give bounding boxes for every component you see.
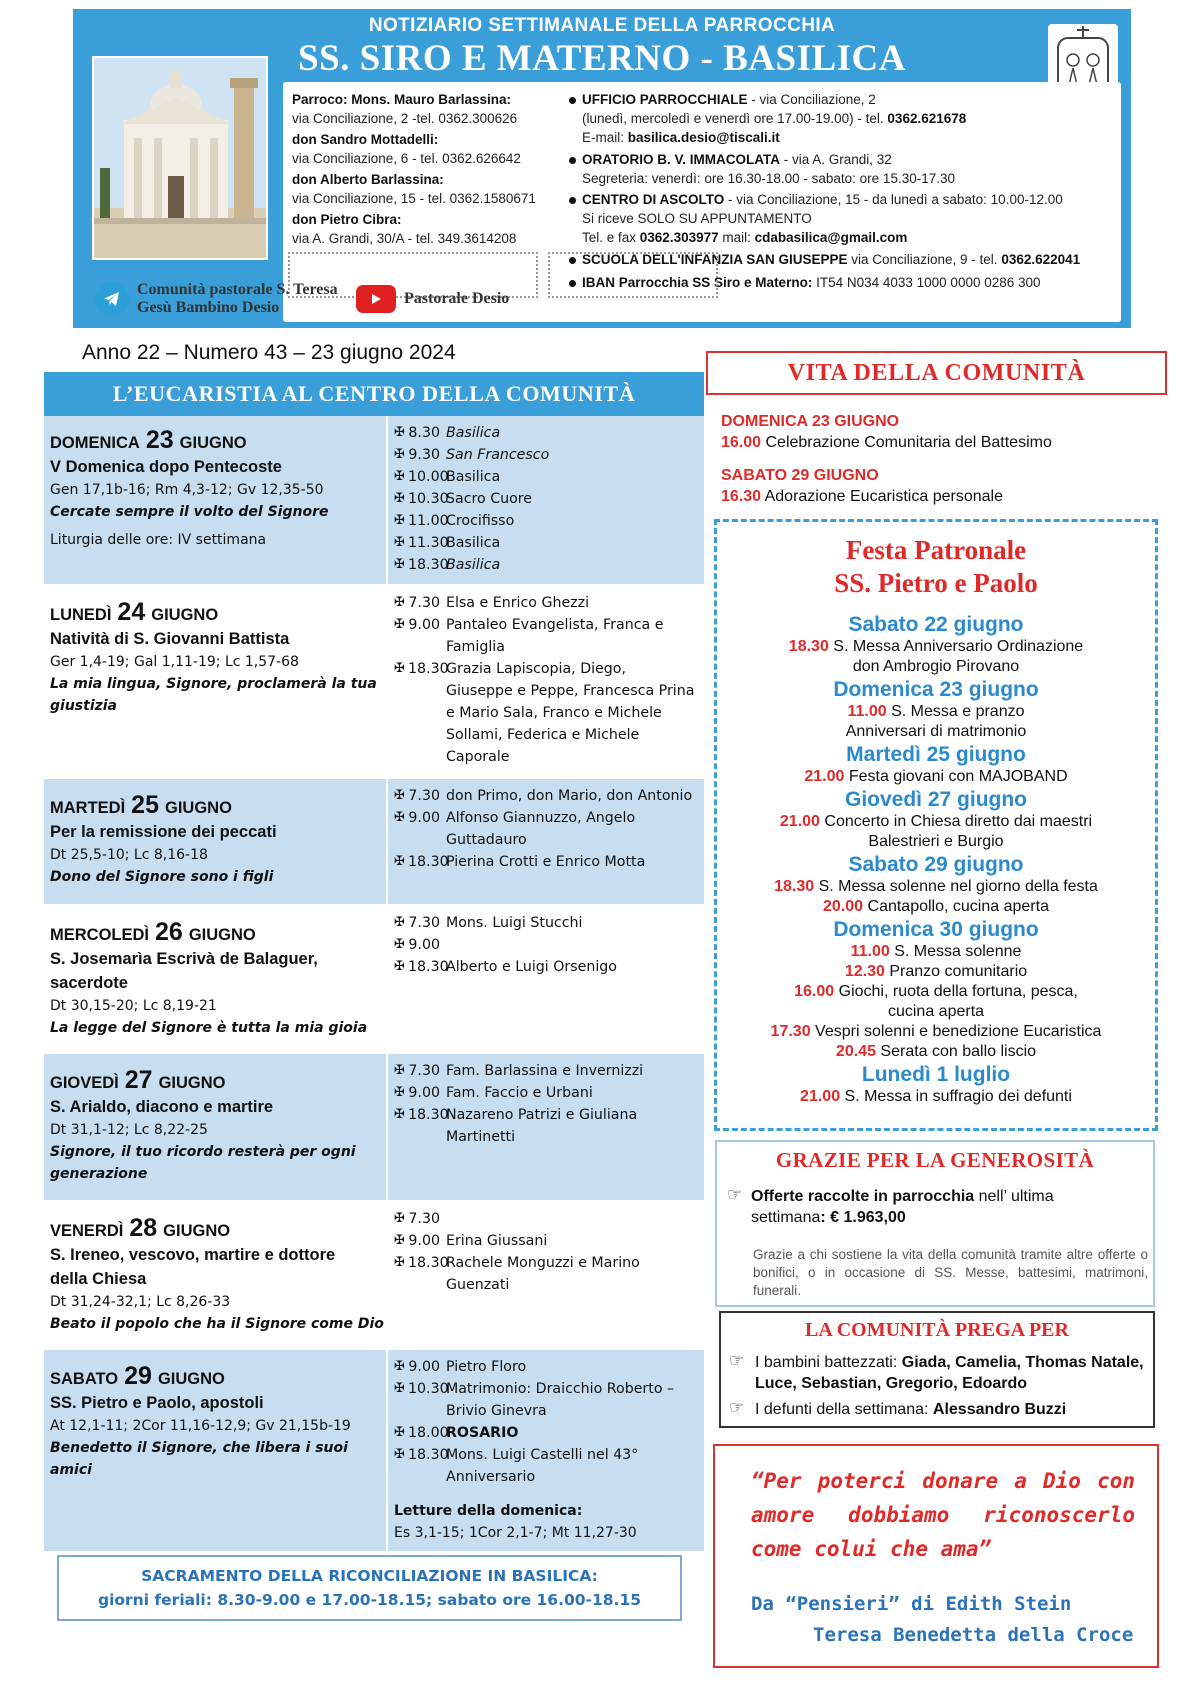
priest-entry: Parroco: Mons. Mauro Barlassina: via Conciliazione, 2 -tel. 0362.300626 [292, 92, 518, 126]
cross-icon: ✠ [394, 1255, 405, 1270]
quote-text: “Per poterci donare a Dio con amore dobbiamo riconoscerlo come colui che ama” [751, 1469, 1135, 1561]
day-motto: Benedetto il Signore, che libera i suoi amici [50, 1440, 348, 1478]
day-motto: Beato il popolo che ha il Signore come Dio [50, 1316, 384, 1332]
festa-program [717, 612, 1155, 1107]
mass-entry: ✠ 7.30 Fam. Barlassina e Invernizzi [394, 1060, 704, 1082]
vita-text: Adorazione Eucaristica personale [761, 488, 1003, 505]
festa-day: Domenica 30 giugno [833, 918, 1039, 941]
day-motto: Cercate sempre il volto del Signore [50, 504, 329, 520]
festa-event: 21.00 Concerto in Chiesa diretto dai maestri [779, 813, 1093, 830]
day-readings: Dt 31,24-32,1; Lc 8,26-33 [50, 1294, 231, 1310]
day-feast: Natività di S. Giovanni Battista [50, 630, 290, 648]
cross-icon: ✠ [394, 535, 405, 550]
masthead-title: SS. SIRO E MATERNO - BASILICA [298, 38, 906, 79]
festa-event: 20.00 Cantapollo, cucina aperta [823, 898, 1049, 915]
cross-icon: ✠ [394, 959, 405, 974]
cross-icon: ✠ [394, 425, 405, 440]
vita-text: Celebrazione Comunitaria del Battesimo [761, 434, 1052, 451]
day-feast: Per la remissione dei peccati [50, 823, 277, 841]
day-feast: S. Josemarìa Escrivà de Balaguer, [50, 950, 318, 968]
quote-box [713, 1444, 1159, 1668]
cross-icon: ✠ [394, 1381, 405, 1396]
festa-day: Lunedì 1 luglio [861, 1063, 1011, 1086]
festa-event: 21.00 S. Messa in suffragio dei defunti [800, 1088, 1072, 1105]
vita-item [721, 411, 1052, 453]
mass-entry: ✠ 18.30 Rachele Monguzzi e Marino Guenzati [394, 1252, 704, 1296]
cross-icon: ✠ [394, 491, 405, 506]
day-row-friday [44, 1202, 704, 1350]
mass-entry: ✠ 7.30 [394, 1208, 704, 1230]
confession-box [57, 1555, 682, 1621]
festa-day: Domenica 23 giugno [833, 678, 1039, 701]
vita-item [721, 465, 1003, 507]
day-feast: V Domenica dopo Pentecoste [50, 458, 282, 476]
festa-event: 11.00 S. Messa e pranzo [847, 703, 1025, 720]
cross-icon: ✠ [394, 447, 405, 462]
day-readings: Dt 25,5-10; Lc 8,16-18 [50, 847, 208, 863]
mass-entry: ✠ 18.30 Pierina Crotti e Enrico Motta [394, 851, 704, 873]
sunday-readings: Es 3,1-15; 1Cor 2,1-7; Mt 11,27-30 [394, 1525, 637, 1541]
day-row-thursday [44, 1054, 704, 1202]
day-readings: At 12,1-11; 2Cor 11,16-12,9; Gv 21,15b-19 [50, 1418, 351, 1434]
priest-entry: don Sandro Mottadelli: via Conciliazione, 6 - tel. 0362.626642 [292, 132, 521, 166]
telegram-icon [95, 282, 129, 316]
festa-day: Giovedì 27 giugno [844, 788, 1028, 811]
mass-entry: ✠ 10.30 Matrimonio: Draicchio Roberto – Brivio Ginevra [394, 1378, 704, 1422]
donations-title: GRAZIE PER LA GENEROSITÀ [775, 1148, 1095, 1172]
cross-icon: ✠ [394, 1233, 405, 1248]
mass-entry: ✠ 9.00 Erina Giussani [394, 1230, 704, 1252]
day-feast: della Chiesa [50, 1270, 147, 1288]
day-row-sunday [44, 416, 704, 586]
cross-icon: ✠ [394, 1107, 405, 1122]
festa-day: Sabato 29 giugno [848, 853, 1024, 876]
day-feast: S. Ireneo, vescovo, martire e dottore [50, 1246, 336, 1264]
quote-source: Da “Pensieri” di Edith Stein [751, 1593, 1072, 1615]
cross-icon: ✠ [394, 810, 405, 825]
day-heading: DOMENICA 23 GIUGNO [50, 426, 247, 454]
day-readings: Ger 1,4-19; Gal 1,11-19; Lc 1,57-68 [50, 654, 299, 670]
festa-event: 18.30 S. Messa Anniversario Ordinazione [788, 638, 1084, 655]
day-feast: SS. Pietro e Paolo, apostoli [50, 1394, 264, 1412]
festa-patronale-box [714, 519, 1158, 1131]
mass-entry: ✠ 7.30 Elsa e Enrico Ghezzi [394, 592, 704, 614]
youtube-icon [356, 285, 396, 313]
cross-icon: ✠ [394, 469, 405, 484]
festa-event: 12.30 Pranzo comunitario [844, 963, 1028, 980]
festa-subtitle: SS. Pietro e Paolo [834, 568, 1038, 598]
iban: IBAN Parrocchia SS Siro e Materno: IT54 N034 4033 1000 0000 0286 300 [569, 273, 1109, 292]
bullet-icon [569, 157, 576, 164]
basilica-photo [92, 56, 268, 260]
cross-icon: ✠ [394, 661, 405, 676]
prayers-title: LA COMUNITÀ PREGA PER [805, 1319, 1069, 1341]
festa-event: 17.30 Vespri solenni e benedizione Eucaristica [770, 1023, 1102, 1040]
day-readings: Dt 30,15-20; Lc 8,19-21 [50, 998, 217, 1014]
mass-entry: ✠ 18.30 Basilica [394, 554, 704, 576]
festa-event: don Ambrogio Pirovano [852, 658, 1020, 675]
issue-line: Anno 22 – Numero 43 – 23 giugno 2024 [82, 341, 456, 364]
day-row-tuesday [44, 779, 704, 906]
day-motto: Signore, il tuo ricordo resterà per ogni generazione [50, 1144, 356, 1182]
sunday-readings-label: Letture della domenica: [394, 1503, 583, 1519]
day-heading: GIOVEDÌ 27 GIUGNO [50, 1066, 226, 1094]
baptized-line: I bambini battezzati: Giada, Camelia, Thomas Natale, Luce, Sebastian, Gregorio, Edoardo [755, 1354, 1144, 1392]
day-motto: Dono del Signore sono i figli [50, 869, 274, 885]
mass-entry: ✠ 11.30 Basilica [394, 532, 704, 554]
festa-event: 11.00 S. Messa solenne [850, 943, 1022, 960]
masthead-kicker: NOTIZIARIO SETTIMANALE DELLA PARROCCHIA [368, 15, 836, 36]
day-heading: LUNEDÌ 24 GIUGNO [50, 598, 219, 626]
mass-entry: ✠ 7.30 don Primo, don Mario, don Antonio [394, 785, 704, 807]
donations-note: Grazie a chi sostiene la vita della comunità tramite altre offerte o bonifici, o in occasione di SS. Messe, battesimi, matrimoni, funerali. [753, 1247, 1148, 1298]
masthead [73, 9, 1131, 328]
mass-entry: ✠ 18.30 Grazia Lapiscopia, Diego, Giuseppe e Peppe, Francesca Prina e Mario Sala, Franco e Michele Sollami, Federica e Michele Caporale [394, 658, 704, 768]
vita-time: 16.00 [721, 434, 762, 451]
mass-entry: ✠ 18.30 Mons. Luigi Castelli nel 43° Anniversario [394, 1444, 704, 1488]
vita-title: VITA DELLA COMUNITÀ [706, 351, 1167, 395]
pointing-hand-icon: ☞ [729, 1351, 745, 1370]
mass-entry: ✠ 9.00 Fam. Faccio e Urbani [394, 1082, 704, 1104]
cross-icon: ✠ [394, 1359, 405, 1374]
liturgy-note: Liturgia delle ore: IV settimana [50, 532, 267, 548]
priest-entry: don Pietro Cibra: via A. Grandi, 30/A - tel. 349.3614208 [292, 212, 517, 246]
centro-ascolto: CENTRO DI ASCOLTO - via Conciliazione, 15 - da lunedì a sabato: 10.00-12.00 Si riceve SOLO SU APPUNTAMENTO Tel. e fax 0362.303977 mail: cdabasilica@gmail.com [569, 190, 1109, 247]
mass-entry: ✠ 9.00 Pantaleo Evangelista, Franca e Famiglia [394, 614, 704, 658]
cross-icon: ✠ [394, 557, 405, 572]
cross-icon: ✠ [394, 1425, 405, 1440]
mass-entry: ✠ 8.30 Basilica [394, 422, 704, 444]
mass-entry: ✠ 11.00 Crocifisso [394, 510, 704, 532]
mass-schedule-table [44, 416, 704, 1553]
cross-icon: ✠ [394, 617, 405, 632]
cross-icon: ✠ [394, 915, 405, 930]
pointing-hand-icon: ☞ [729, 1398, 745, 1417]
day-row-saturday [44, 1350, 704, 1553]
telegram-label: Comunità pastorale S. Teresa Gesù Bambino Desio [137, 281, 338, 316]
mass-entry: ✠ 9.00 Alfonso Giannuzzo, Angelo Guttadauro [394, 807, 704, 851]
festa-event: 21.00 Festa giovani con MAJOBAND [804, 768, 1068, 785]
mass-entry: ✠ 9.30 San Francesco [394, 444, 704, 466]
bullet-icon [569, 97, 576, 104]
cross-icon: ✠ [394, 1447, 405, 1462]
cross-icon: ✠ [394, 788, 405, 803]
prayers-box [719, 1311, 1155, 1428]
bullet-icon [569, 197, 576, 204]
pointing-hand-icon: ☞ [727, 1185, 743, 1204]
oratorio: ORATORIO B. V. IMMACOLATA - via A. Grandi, 32 Segreteria: venerdì: ore 16.30-18.00 - sabato: ore 15.30-17.30 [569, 150, 1109, 188]
day-heading: MARTEDÌ 25 GIUGNO [50, 791, 232, 819]
scuola-infanzia: SCUOLA DELL'INFANZIA SAN GIUSEPPE via Conciliazione, 9 - tel. 0362.622041 [569, 250, 1109, 269]
cross-icon: ✠ [394, 595, 405, 610]
festa-event: Anniversari di matrimonio [845, 723, 1027, 740]
day-heading: MERCOLEDÌ 26 GIUGNO [50, 918, 256, 946]
festa-event: 16.00 Giochi, ruota della fortuna, pesca, [794, 983, 1078, 1000]
confession-hours: giorni feriali: 8.30-9.00 e 17.00-18.15; sabato ore 16.00-18.15 [97, 1591, 642, 1609]
mass-entry: ✠ 9.00 Pietro Floro [394, 1356, 704, 1378]
festa-day: Sabato 22 giugno [848, 613, 1024, 636]
day-heading: VENERDÌ 28 GIUGNO [50, 1214, 231, 1242]
cross-icon: ✠ [394, 1063, 405, 1078]
day-motto: La mia lingua, Signore, proclamerà la tua giustizia [50, 676, 377, 714]
festa-event: 20.45 Serata con ballo liscio [835, 1043, 1037, 1060]
day-heading: SABATO 29 GIUGNO [50, 1362, 225, 1390]
mass-entry: ✠ 18.30 Alberto e Luigi Orsenigo [394, 956, 704, 978]
confession-title: SACRAMENTO DELLA RICONCILIAZIONE IN BASILICA: [141, 1567, 598, 1585]
day-readings: Gen 17,1b-16; Rm 4,3-12; Gv 12,35-50 [50, 482, 324, 498]
mass-entry: ✠ 10.30 Sacro Cuore [394, 488, 704, 510]
festa-event: Balestrieri e Burgio [868, 833, 1004, 850]
day-readings: Dt 31,1-12; Lc 8,22-25 [50, 1122, 208, 1138]
cross-icon: ✠ [394, 1085, 405, 1100]
day-row-wednesday [44, 906, 704, 1054]
mass-entry: ✠ 18.30 Nazareno Patrizi e Giuliana Martinetti [394, 1104, 704, 1148]
quote-author: Teresa Benedetta della Croce [813, 1624, 1134, 1646]
cross-icon: ✠ [394, 937, 405, 952]
festa-title: Festa Patronale [845, 535, 1027, 565]
mass-entry: ✠ 10.00 Basilica [394, 466, 704, 488]
ufficio-parrocchiale: UFFICIO PARROCCHIALE - via Conciliazione, 2 (lunedì, mercoledì e venerdì ore 17.00-19.00) - tel. 0362.621678 E-mail: basilica.desio@tiscali.it [569, 90, 1109, 147]
cross-icon: ✠ [394, 1211, 405, 1226]
festa-event: cucina aperta [887, 1003, 985, 1020]
day-feast: sacerdote [50, 974, 128, 992]
festa-event: 18.30 S. Messa solenne nel giorno della festa [774, 878, 1098, 895]
telegram-link[interactable] [95, 279, 338, 319]
day-row-monday [44, 586, 704, 779]
day-motto: La legge del Signore è tutta la mia gioia [50, 1020, 368, 1036]
donations-box [715, 1140, 1155, 1307]
youtube-label: Pastorale Desio [404, 290, 510, 307]
vita-date: SABATO 29 GIUGNO [721, 467, 879, 484]
priest-entry: don Alberto Barlassina: via Conciliazione, 15 - tel. 0362.1580671 [292, 172, 536, 206]
donations-line: Offerte raccolte in parrocchia nell’ ultima settimana: € 1.963,00 [751, 1188, 1054, 1226]
deceased-line: I defunti della settimana: Alessandro Buzzi [755, 1401, 1067, 1418]
youtube-link[interactable] [356, 279, 509, 319]
cross-icon: ✠ [394, 854, 405, 869]
mass-entry: ✠ 7.30 Mons. Luigi Stucchi [394, 912, 704, 934]
vita-date: DOMENICA 23 GIUGNO [721, 413, 900, 430]
mass-entry: ✠ 9.00 [394, 934, 704, 956]
festa-day: Martedì 25 giugno [846, 743, 1026, 766]
table-title: L’EUCARISTIA AL CENTRO DELLA COMUNITÀ [44, 372, 704, 416]
day-feast: S. Arialdo, diacono e martire [50, 1098, 274, 1116]
mass-entry: ✠ 18.00 ROSARIO [394, 1422, 704, 1444]
youtube-box [548, 252, 718, 298]
vita-time: 16.30 [721, 488, 762, 505]
cross-icon: ✠ [394, 513, 405, 528]
